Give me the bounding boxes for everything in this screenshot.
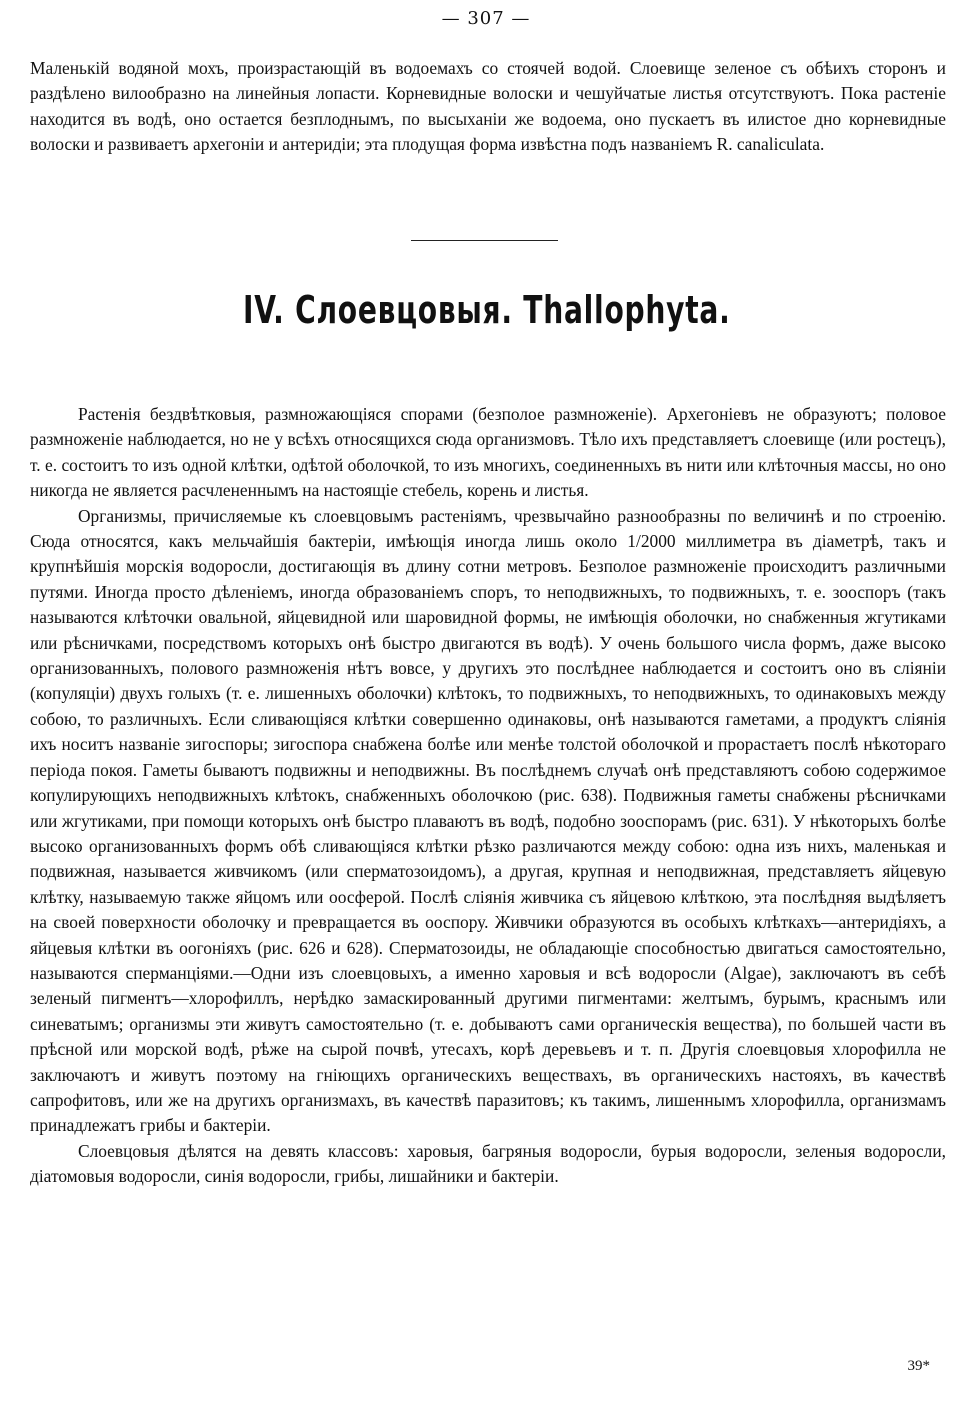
signature-mark: 39* [907,1358,930,1374]
paragraph-1: Растенія бездвѣтковыя, размножающіяся спорами (безполое размноженіе). Архегоніевъ не образуютъ; половое размноженіе наблюдается, но не у всѣхъ относящихся сюда организмовъ. Тѣло ихъ представляетъ слоевище (или ростецъ), т. е. состоитъ то изъ одной клѣтки, одѣтой оболочкой, то изъ многихъ, соединенныхъ въ нити или клѣточныя массы, но оно никогда не является расчлененнымъ на настоящіе стебель, корень и листья. [30,404,946,501]
paragraph-3: Слоевцовыя дѣлятся на девять классовъ: харовыя, багряныя водоросли, бурыя водоросли, зеленыя водоросли, діатомовыя водоросли, синія водоросли, грибы, лишайники и бактеріи. [30,1140,946,1187]
page-number: — 307 — [441,8,531,29]
intro-text-block [30,56,946,158]
chapter-title: IV. Слоевцовыя. Thallophyta. [243,288,731,332]
paragraph-2: Организмы, причисляемые къ слоевцовымъ растеніямъ, чрезвычайно разнообразны по величинѣ и по строенію. Сюда относятся, какъ мельчайшія бактеріи, имѣющія иногда лишь около 1/2000 миллиметра въ діаметрѣ, такъ и крупнѣйшія морскія водоросли, достигающія въ длину сотни метровъ. Безполое размноженіе происходитъ различными путями. Иногда просто дѣленіемъ, иногда образованіемъ споръ, то неподвижныхъ, то подвижныхъ, т. е. зооспоръ (такъ называются клѣточки овальной, яйцевидной или шаровидной формы, не имѣющія оболочки, но снабженныя жгутиками или рѣсничками, посредствомъ которыхъ онѣ быстро двигаются въ водѣ). У очень большого числа формъ, даже высоко организованныхъ, полового размноженія нѣтъ вовсе, у другихъ это послѣднее наблюдается и состоитъ оно въ сліяніи (копуляціи) двухъ голыхъ (т. е. лишенныхъ оболочки) клѣтокъ, то подвижныхъ, то неподвижныхъ, то одинаковыхъ между собою, то различныхъ. Если сливающіяся клѣтки совершенно одинаковы, онѣ называются гаметами, а продуктъ сліянія ихъ носитъ названіе зигоспоры; зигоспора снабжена болѣе или менѣе толстой оболочкой и прорастаетъ послѣ нѣкотораго періода покоя. Гаметы бываютъ подвижны и неподвижны. Въ послѣднемъ случаѣ онѣ представляютъ собою содержимое копулирующихъ неподвижныхъ клѣтокъ, снабженныхъ оболочкою (рис. 638). Подвижныя гаметы снабжены рѣсничками или жгутиками, при помощи которыхъ онѣ быстро плаваютъ въ водѣ, подобно зооспорамъ (рис. 631). У нѣкоторыхъ болѣе высоко организованныхъ формъ обѣ сливающіяся клѣтки рѣзко различаются между собою: одна изъ нихъ, маленькая и подвижная, называется живчикомъ (или сперматозоидомъ), а другая, крупная и неподвижная, представляетъ яйцевую клѣтку, называемую также яйцомъ или оосферой. Послѣ сліянія живчика съ яйцевою клѣткою, эта послѣдняя выдѣляетъ на своей поверхности оболочку и превращается въ ооспору. Живчики образуются въ особыхъ клѣткахъ—антеридіяхъ, а яйцевыя клѣтки въ оогоніяхъ (рис. 626 и 628). Сперматозоиды, не обладающіе способностью двигаться самостоятельно, называются сперманціями.—Одни изъ слоевцовыхъ, а именно харовыя и всѣ водоросли (Algae), заключаютъ въ себѣ зеленый пигментъ—хлорофиллъ, нерѣдко замаскированный другими пигментами: желтымъ, бурымъ, краснымъ или синеватымъ; организмы эти живутъ самостоятельно (т. е. добываютъ сами органическія вещества), по большей части въ прѣсной или морской водѣ, рѣже на сырой почвѣ, утесахъ, корѣ деревьевъ и т. п. Другія слоевцовыя хлорофилла не заключаютъ и живутъ поэтому на гніющихъ органическихъ веществахъ, въ органическихъ настояхъ, въ качествѣ сапрофитовъ, или же на другихъ организмахъ, въ качествѣ паразитовъ; къ такимъ, лишеннымъ хлорофилла, организмамъ принадлежатъ грибы и бактеріи. [30,505,946,1136]
section-divider [411,240,558,241]
chapter-body [30,402,946,1190]
intro-paragraph: Маленькій водяной мохъ, произрастающій въ водоемахъ со стоячей водой. Слоевище зеленое съ обѣихъ сторонъ и раздѣлено вилообразно на линейныя лопасти. Корневидные волоски и чешуйчатые листья отсутствуютъ. Пока растеніе находится въ водѣ, оно остается безплоднымъ, по высыханіи же водоема, оно пускаетъ въ илистое дно корневидные волоски и развиваетъ архегоніи и антеридіи; эта плодущая форма извѣстна подъ названіемъ R. canaliculata. [30,58,946,155]
